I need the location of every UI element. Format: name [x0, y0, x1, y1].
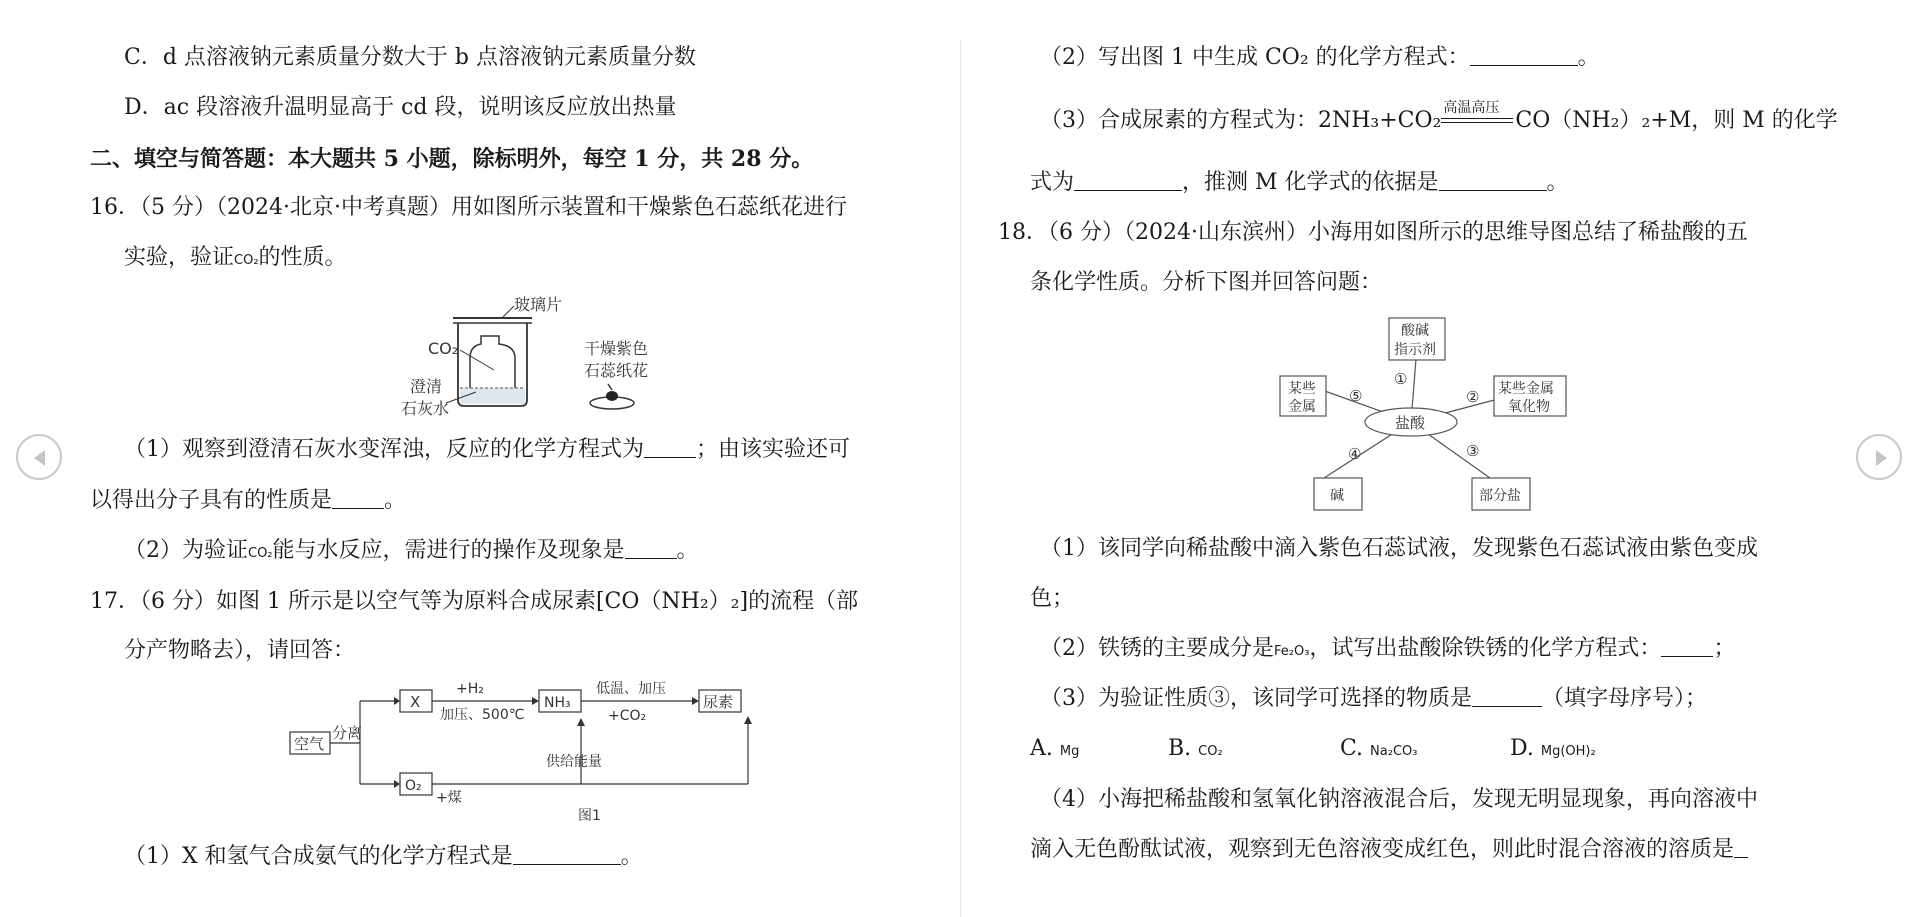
svg-text:图1: 图1: [578, 808, 601, 824]
q17-flowchart-figure: [288, 678, 848, 828]
q18-part4-line1: （4）小海把稀盐酸和氢氧化钠溶液混合后，发现无明显现象，再向溶液中: [1040, 787, 1758, 812]
next-page-button[interactable]: [1856, 434, 1902, 480]
svg-text:+煤: +煤: [436, 790, 462, 806]
q18-part1-line1: （1）该同学向稀盐酸中滴入紫色石蕊试液，发现紫色石蕊试液由紫色变成: [1040, 536, 1758, 561]
svg-text:⑤: ⑤: [1349, 387, 1363, 405]
q18-mindmap-figure: [1268, 314, 1598, 514]
option-d: D. Mg(OH)₂: [1510, 736, 1596, 761]
svg-text:金属: 金属: [1288, 399, 1316, 415]
q16-part1-line2: 以得出分子具有的性质是 。: [90, 488, 407, 513]
q17-part3-line1: （3）合成尿素的方程式为：2NH₃+CO₂ 高温高压 CO（NH₂）₂+M，则 M 的化学: [1040, 106, 1838, 136]
svg-text:某些金属: 某些金属: [1498, 381, 1554, 397]
svg-text:O₂: O₂: [405, 778, 422, 794]
svg-text:石蕊纸花: 石蕊纸花: [584, 361, 649, 380]
q15-option-d: D．ac 段溶液升温明显高于 cd 段，说明该反应放出热量: [124, 95, 677, 120]
q16-stem-line2: 实验，验证CO₂的性质。: [124, 245, 347, 270]
q17-part1: （1）X 和氢气合成氨气的化学方程式是 。: [124, 844, 643, 869]
svg-text:空气: 空气: [294, 735, 325, 753]
svg-text:碱: 碱: [1330, 488, 1344, 504]
svg-text:③: ③: [1466, 442, 1480, 460]
q17-part3-line2: 式为 ，推测 M 化学式的依据是 。: [1030, 170, 1569, 195]
svg-text:尿素: 尿素: [703, 693, 734, 711]
svg-text:X: X: [410, 693, 421, 711]
svg-text:①: ①: [1394, 370, 1408, 388]
svg-text:澄清: 澄清: [410, 377, 443, 396]
q18-part4-line2: 滴入无色酚酞试液，观察到无色溶液变成红色，则此时混合溶液的溶质是: [1030, 835, 1748, 865]
svg-text:干燥紫色: 干燥紫色: [584, 339, 649, 358]
option-c: C. Na₂CO₃: [1340, 736, 1418, 761]
svg-text:+H₂: +H₂: [456, 681, 484, 697]
q16-part1-line1: （1）观察到澄清石灰水变浑浊，反应的化学方程式为 ；由该实验还可: [124, 437, 851, 462]
svg-text:分离: 分离: [332, 724, 363, 742]
svg-text:指示剂: 指示剂: [1394, 342, 1436, 358]
option-b: B. CO₂: [1168, 736, 1223, 761]
page-divider: [960, 40, 961, 917]
q15-option-c: C．d 点溶液钠元素质量分数大于 b 点溶液钠元素质量分数: [124, 45, 696, 70]
svg-text:②: ②: [1466, 388, 1480, 406]
q17-part2: （2）写出图 1 中生成 CO₂ 的化学方程式： 。: [1040, 45, 1600, 70]
reaction-condition: 高温高压: [1443, 100, 1500, 116]
q17-stem-line2: 分产物略去），请回答：: [124, 638, 356, 663]
svg-text:石灰水: 石灰水: [401, 399, 450, 418]
q18-part2: （2）铁锈的主要成分是Fe₂O₃，试写出盐酸除铁锈的化学方程式： ；: [1040, 636, 1736, 661]
svg-text:氧化物: 氧化物: [1508, 399, 1550, 415]
svg-text:盐酸: 盐酸: [1395, 414, 1426, 432]
q16-part2: （2）为验证CO₂能与水反应，需进行的操作及现象是 。: [124, 538, 699, 563]
svg-text:部分盐: 部分盐: [1479, 488, 1521, 504]
svg-text:④: ④: [1348, 445, 1362, 463]
q18-part3: （3）为验证性质③，该同学可选择的物质是 （填字母序号）；: [1040, 686, 1708, 711]
triangle-right-icon: [1858, 436, 1904, 482]
triangle-left-icon: [18, 436, 64, 482]
svg-text:供给能量: 供给能量: [546, 754, 602, 770]
q18-part1-line2: 色；: [1030, 586, 1075, 611]
svg-text:CO₂: CO₂: [428, 339, 459, 358]
prev-page-button[interactable]: [16, 434, 62, 480]
option-a: A. Mg: [1030, 736, 1080, 761]
section-2-heading: 二、填空与简答题：本大题共 5 小题，除标明外，每空 1 分，共 28 分。: [90, 146, 814, 172]
q16-stem-line1: 16．（5 分）（2024·北京·中考真题）用如图所示装置和干燥紫色石蕊纸花进行: [90, 195, 847, 220]
q18-stem-line1: 18．（6 分）（2024·山东滨州）小海用如图所示的思维导图总结了稀盐酸的五: [998, 220, 1748, 245]
svg-text:加压、500℃: 加压、500℃: [440, 707, 525, 723]
q18-stem-line2: 条化学性质。分析下图并回答问题：: [1030, 270, 1383, 295]
svg-text:某些: 某些: [1288, 381, 1316, 397]
svg-text:低温、加压: 低温、加压: [596, 681, 666, 697]
svg-text:NH₃: NH₃: [544, 695, 571, 711]
q17-stem-line1: 17．（6 分）如图 1 所示是以空气等为原料合成尿素[CO（NH₂）₂]的流程（部: [90, 589, 859, 614]
q16-apparatus-figure: [398, 288, 738, 420]
svg-text:+CO₂: +CO₂: [608, 708, 647, 724]
svg-text:酸碱: 酸碱: [1401, 323, 1429, 339]
svg-text:玻璃片: 玻璃片: [514, 295, 563, 314]
